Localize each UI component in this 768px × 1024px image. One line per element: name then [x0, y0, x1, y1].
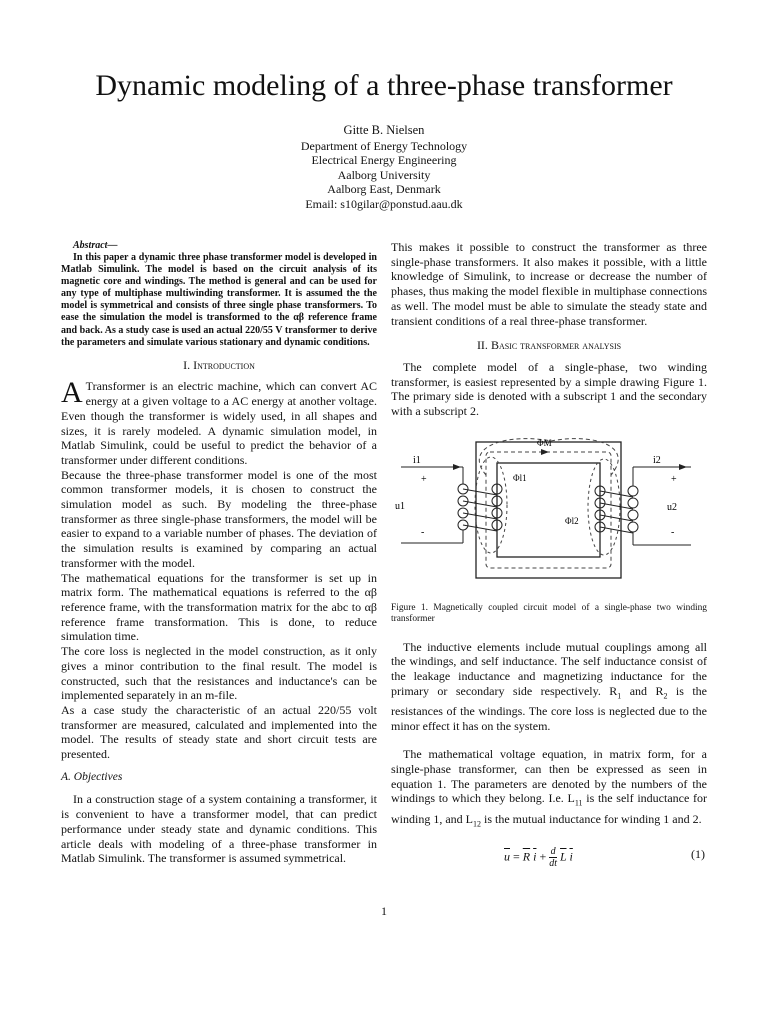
label-plus-primary: +	[421, 473, 427, 485]
eq-equals: =	[513, 848, 520, 863]
figure-1	[391, 435, 707, 595]
author-email[interactable]: Email: s10gilar@ponstud.aau.dk	[305, 196, 463, 211]
objectives-paragraph-cont: This makes it possible to construct the transformer as three single-phase transformers. It also makes it possible, with a little knowledge of Simulink, to increase or decrease the number of phases, thus making the model flexible in multiphase connections as well. The model must be able to simulate the steady state and transient conditions of a real three-phase transformer.	[391, 240, 707, 328]
eq-d: d	[550, 845, 556, 857]
section-1-title: Introduction	[193, 357, 255, 372]
section-1-heading	[61, 358, 377, 373]
eq-plus: +	[539, 848, 547, 863]
eq-R: $\overline{R}$	[522, 848, 531, 863]
abstract-text: In this paper a dynamic three phase transformer model is developed in Matlab Simulink. The model is based on the circuit analysis of its magnetic core and windings. The method is general and can be used for any type of multiphase multiwinding transformer. It is assumed the the model is symmetrical and consists of three single phase transformers. To ease the simulation the model is transformed to the αβ reference frame and back. As a study case is used an actual 220/55 V transformer to derive the parameters and simulate various stationary and dynamic conditions.	[61, 252, 377, 348]
eq-i: $\overline{i}$	[533, 848, 537, 863]
author-department: Department of Energy Technology	[300, 138, 468, 153]
label-plus-secondary: +	[671, 473, 677, 485]
equation-1	[391, 840, 707, 870]
equation-1-body	[504, 846, 573, 869]
analysis-paragraph-3	[391, 747, 707, 831]
author-name: Gitte B. Nielsen	[343, 123, 425, 137]
analysis-paragraph-2	[391, 640, 707, 734]
right-column	[391, 240, 707, 870]
left-column	[61, 240, 377, 866]
i2-arrow	[679, 464, 687, 470]
intro-paragraph-5: As a case study the characteristic of an actual 220/55 volt transformer are measured, calculated and implemented into the model. The results of steady state and short circuit tests are presented.	[61, 702, 377, 762]
analysis-p3-c: is the mutual inductance for winding 1 and 2.	[481, 811, 702, 826]
mutual-flux-path	[486, 452, 611, 568]
analysis-paragraph-1: The complete model of a single-phase, two winding transformer, is easiest represented by a simple drawing Figure 1. The primary side is denoted with a subscript 1 and the secondary with a subscript 2.	[391, 359, 707, 419]
leakage-flux-secondary	[588, 459, 620, 555]
analysis-p3-b: is the self inductance for winding 1, and L	[391, 791, 707, 826]
phi-m-arrow	[541, 449, 549, 455]
label-u1: u1	[395, 500, 405, 512]
intro-paragraph-3: The mathematical equations for the transformer is set up in matrix form. The mathematical equations is referred to the αβ reference frame, with the transformation matrix for the abc to αβ reference frame transformation. This is done, to reduce simulation time.	[61, 570, 377, 644]
intro-paragraph-4: The core loss is neglected in the model construction, as it only gives a minor contribution to the final result. The model is constructed, such that the resistances and inductance's can be implemented separately in an m-file.	[61, 644, 377, 703]
abstract-label: Abstract—	[73, 240, 118, 251]
paper-title: Dynamic modeling of a three-phase transformer	[95, 69, 673, 102]
flux-upper-right	[551, 438, 618, 474]
label-minus-primary: -	[421, 526, 425, 538]
analysis-p3-a: The mathematical voltage equation, in matrix form, for a single-phase transformer, can then be expressed as seen in equation 1. The parameters are denoted by the numbers of the windings to which they belong. I.e. L	[391, 747, 707, 806]
leakage-flux-primary	[475, 457, 507, 553]
analysis-p3-sub1: 11	[574, 798, 583, 808]
primary-coil	[458, 484, 502, 531]
label-i2: i2	[653, 454, 661, 466]
intro-paragraph-1	[61, 376, 377, 467]
label-u2: u2	[667, 501, 677, 513]
subsection-objectives-heading: A. Objectives	[61, 770, 123, 783]
analysis-p2-a: The inductive elements include mutual couplings among all the windings, and self inductance. The self inductance consist of the leakage inductance and magnetizing inductance for the primary or secondary side respectively. R	[391, 639, 707, 698]
intro-paragraph-2: Because the three-phase transformer model is one of the most common transformer models, it is chosen to construct the simulation model as such. By modeling the three-phase transformer as three single-phase transformers, the model will be easier to expand to a variable number of phases. The deviation of the simulation results is examined by comparing an actual transformer with the model.	[61, 467, 377, 570]
author-block	[0, 123, 768, 212]
author-location: Aalborg East, Denmark	[327, 182, 441, 197]
section-1-number: I.	[183, 357, 191, 372]
author-division: Electrical Energy Engineering	[311, 153, 457, 168]
eq-dt: dt	[549, 857, 558, 869]
eq-derivative	[549, 846, 557, 869]
eq-i2: $\overline{i}$	[569, 848, 573, 863]
objectives-paragraph: In a construction stage of a system containing a transformer, it is convenient to have a transformer model, that can predict performance under steady state and dynamic conditions. This article deals with modeling of a three-phase transformer in Matlab Simulink. The transformer is assumed symmetrical.	[61, 792, 377, 866]
transformer-diagram	[391, 435, 707, 595]
label-minus-secondary: -	[671, 526, 675, 538]
analysis-p2-sub2: 2	[663, 691, 668, 701]
eq-L: $\overline{L}$	[560, 848, 567, 863]
drop-cap: A	[61, 376, 83, 410]
eq-u: $\overline{u}$	[504, 848, 510, 863]
page-number: 1	[381, 904, 387, 918]
analysis-p3-sub2: 12	[473, 818, 481, 828]
section-2-heading	[391, 338, 707, 353]
label-phi-m: ΦM	[537, 437, 552, 448]
analysis-p2-b: and R	[621, 683, 664, 698]
figure-1-caption: Figure 1. Magnetically coupled circuit model of a single-phase two winding transformer	[391, 602, 707, 625]
section-2-number: II.	[476, 338, 488, 353]
secondary-coil	[595, 486, 638, 533]
author-university: Aalborg University	[337, 167, 431, 182]
i1-arrow	[453, 464, 461, 470]
label-phi-l2: Φl2	[565, 515, 579, 526]
label-i1: i1	[413, 454, 421, 466]
equation-1-number: (1)	[691, 846, 705, 861]
section-2-title: Basic transformer analysis	[490, 338, 622, 353]
analysis-p2-c: is the resistances of the windings. The core loss is neglected due to the minor effect it has on the system.	[391, 683, 707, 733]
analysis-p2-sub1: 1	[617, 691, 622, 701]
intro-paragraph-1-text: Transformer is an electric machine, which can convert AC energy at a given voltage to a AC energy at another voltage. Even though the transformer is widely used, in all shapes and sizes, it is rarely modeled. A dynamic simulation model, in Matlab Simulink, could be useful to predict the behavior of a transformer under different conditions.	[61, 379, 377, 467]
label-phi-l1: Φl1	[513, 472, 527, 483]
